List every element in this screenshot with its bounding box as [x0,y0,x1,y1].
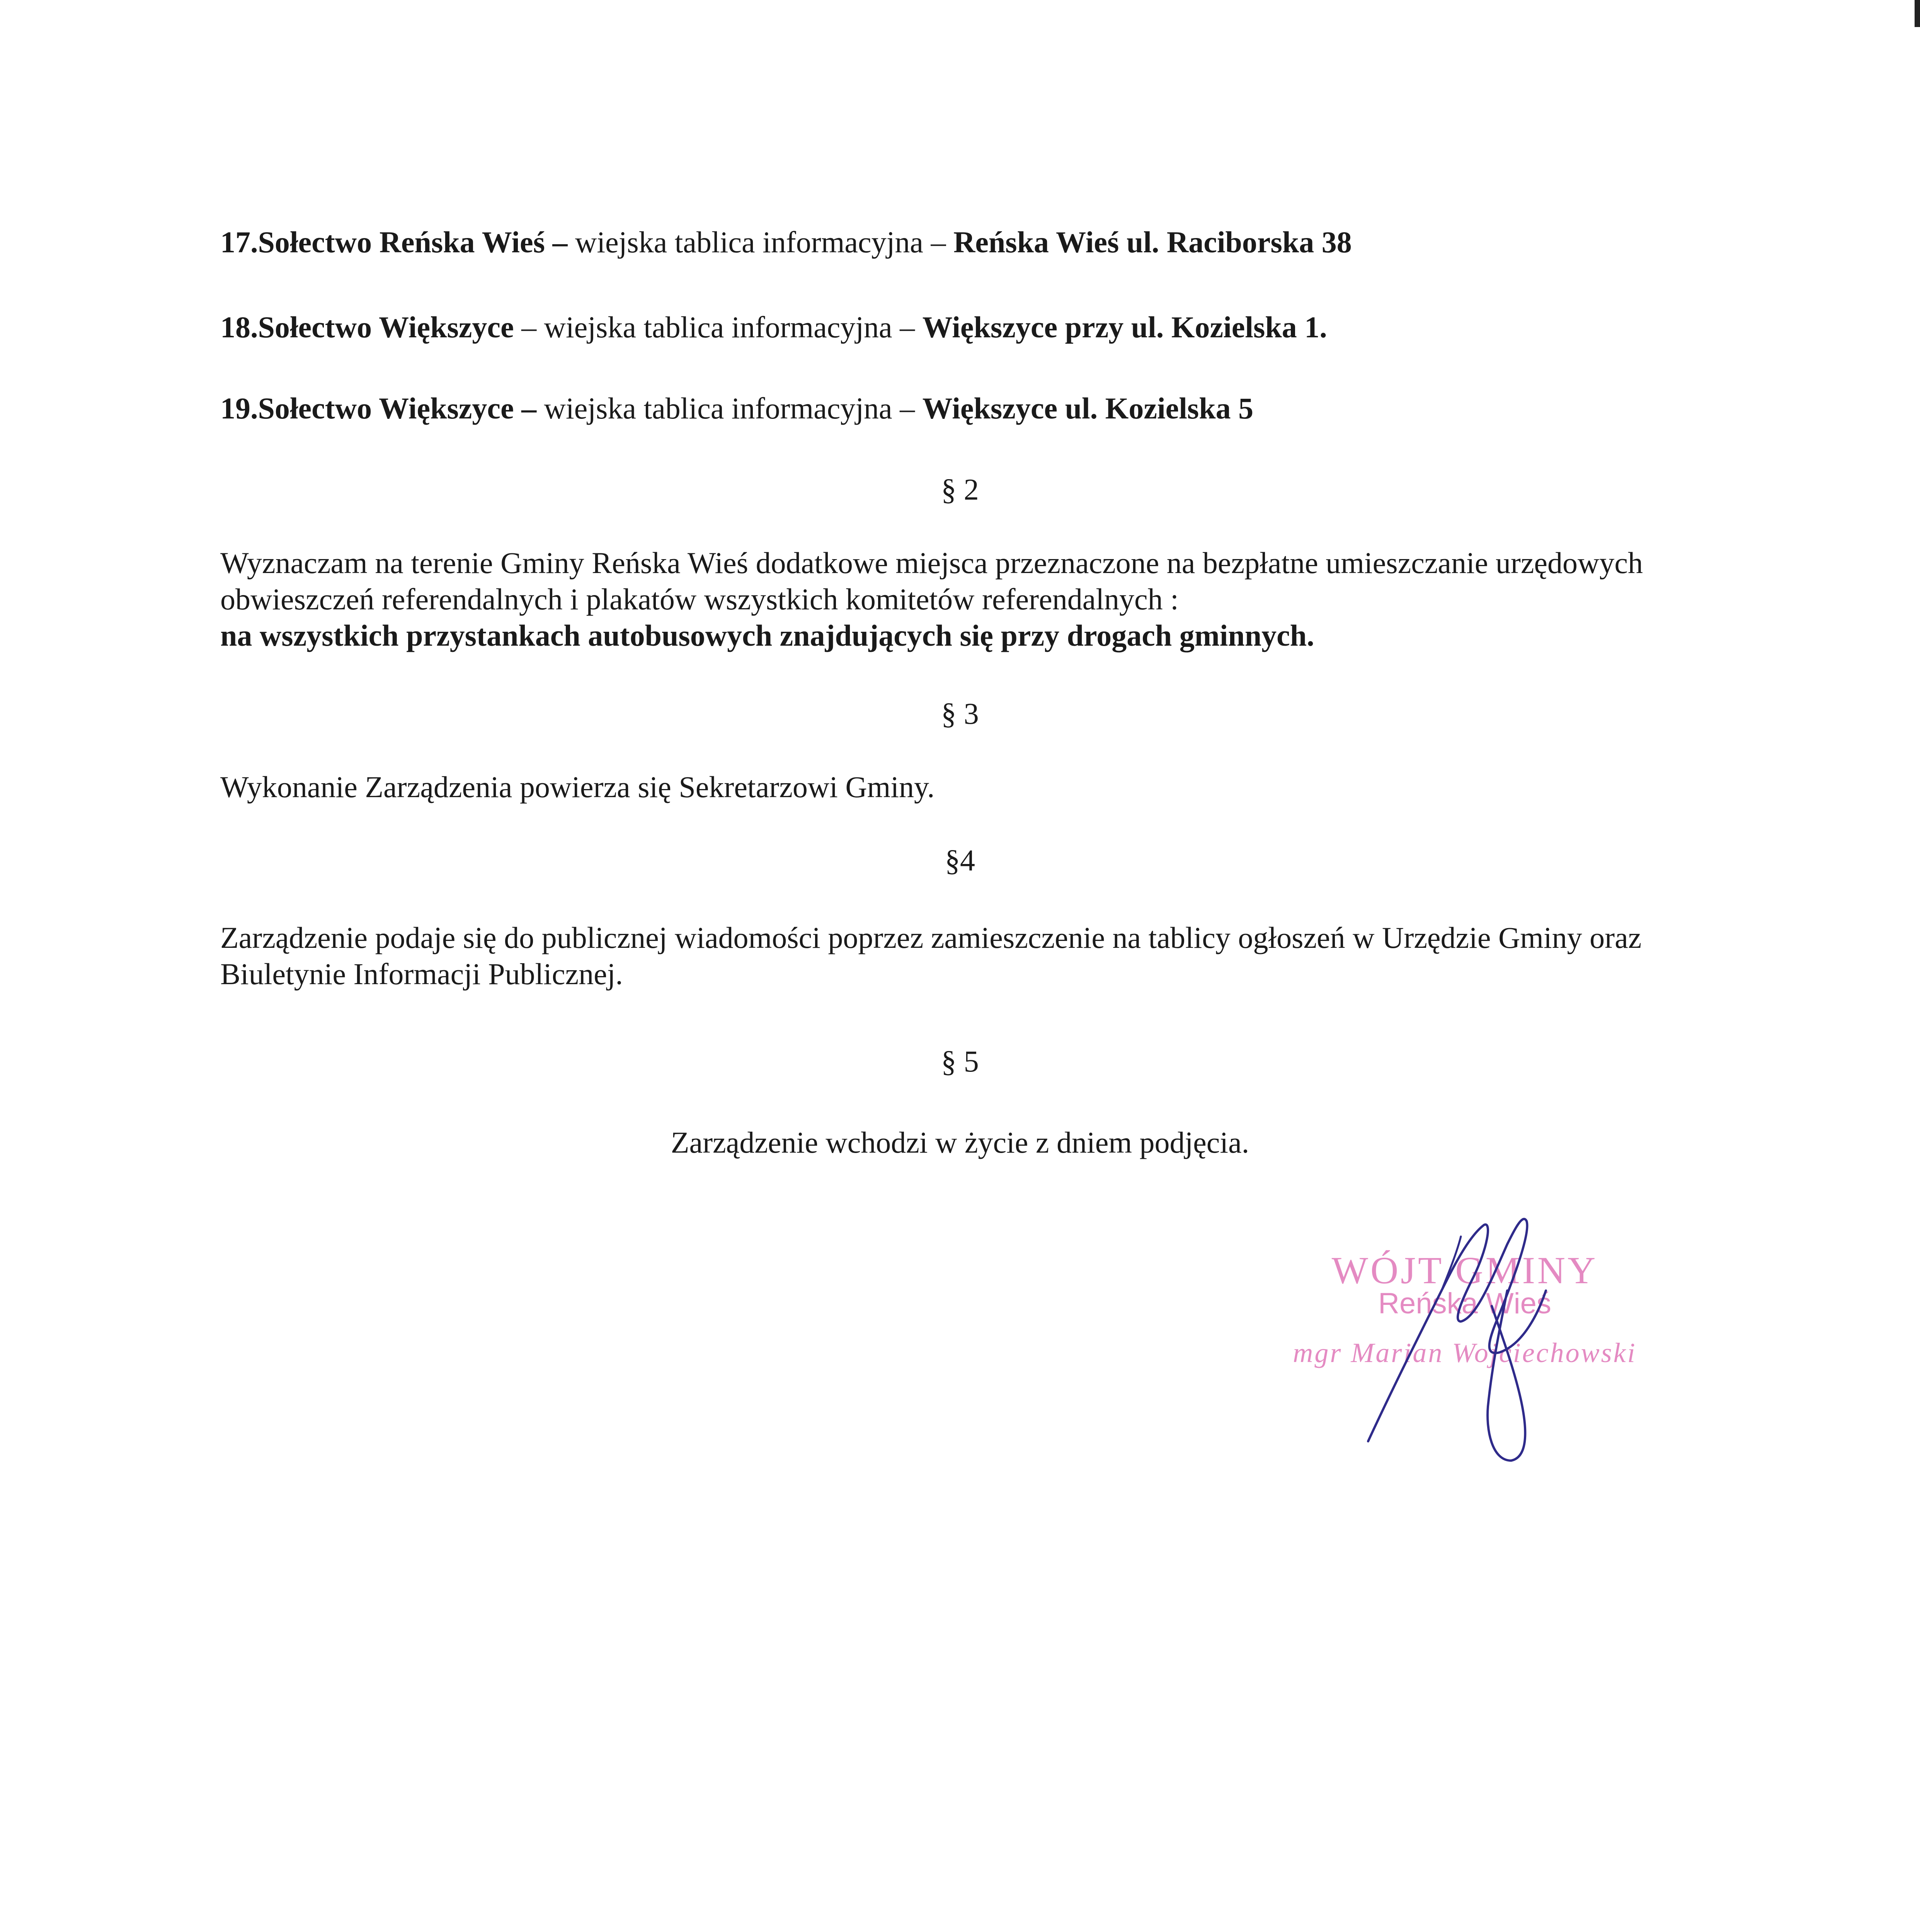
stamp-name: mgr Marian Wojciechowski [1293,1337,1637,1368]
section-heading-5: § 5 [941,1044,979,1078]
list-item [220,224,1352,260]
scan-edge-mark [1915,0,1920,27]
section-2-paragraph [220,545,1697,654]
item-dash: – [923,225,953,259]
signature-stroke [1442,1236,1461,1291]
item-name: Sołectwo Większyce [258,310,514,344]
item-name: Sołectwo Większyce [258,391,514,425]
item-description: wiejska tablica informacyjna [544,391,892,425]
signature-stroke [1488,1291,1525,1461]
item-description: wiejska tablica informacyjna [544,310,892,344]
item-name: Sołectwo Reńska Wieś [258,225,545,259]
list-item [220,390,1253,427]
stamp-place: Reńska Wieś [1378,1287,1551,1320]
section-heading-4: §4 [945,844,975,877]
item-dash: – [892,310,923,344]
item-dash: – [514,310,544,344]
handwritten-signature [1345,1190,1615,1484]
item-dash: – [892,391,923,425]
item-number: 17. [220,225,258,259]
item-dash: – [514,391,544,425]
section-2-bold-text: na wszystkich przystankach autobusowych znajdujących się przy drogach gminnych. [220,619,1314,652]
item-location: Większyce ul. Kozielska 5 [922,391,1254,425]
list-item [220,309,1327,345]
item-location: Większyce przy ul. Kozielska 1. [922,310,1327,344]
section-4-text: Zarządzenie podaje się do publicznej wiadomości poprzez zamieszczenie na tablicy ogłoszeń w Urzędzie Gminy oraz Biuletynie Informacji Publicznej. [220,921,1642,991]
item-location: Reńska Wieś ul. Raciborska 38 [953,225,1352,259]
section-heading-3: § 3 [941,697,979,730]
item-description: wiejska tablica informacyjna [575,225,923,259]
section-3-text: Wykonanie Zarządzenia powierza się Sekretarzowi Gminy. [220,770,935,804]
section-5-text: Zarządzenie wchodzi w życie z dniem podjęcia. [671,1126,1249,1159]
item-number: 19. [220,391,258,425]
stamp-title: WÓJT GMINY [1331,1249,1598,1292]
section-2-text: Wyznaczam na terenie Gminy Reńska Wieś dodatkowe miejsca przeznaczone na bezpłatne umieszczanie urzędowych obwieszczeń referendalnych i plakatów wszystkich komitetów referendalnych : [220,546,1643,616]
item-number: 18. [220,310,258,344]
item-dash: – [545,225,575,259]
section-heading-2: § 2 [941,473,979,506]
